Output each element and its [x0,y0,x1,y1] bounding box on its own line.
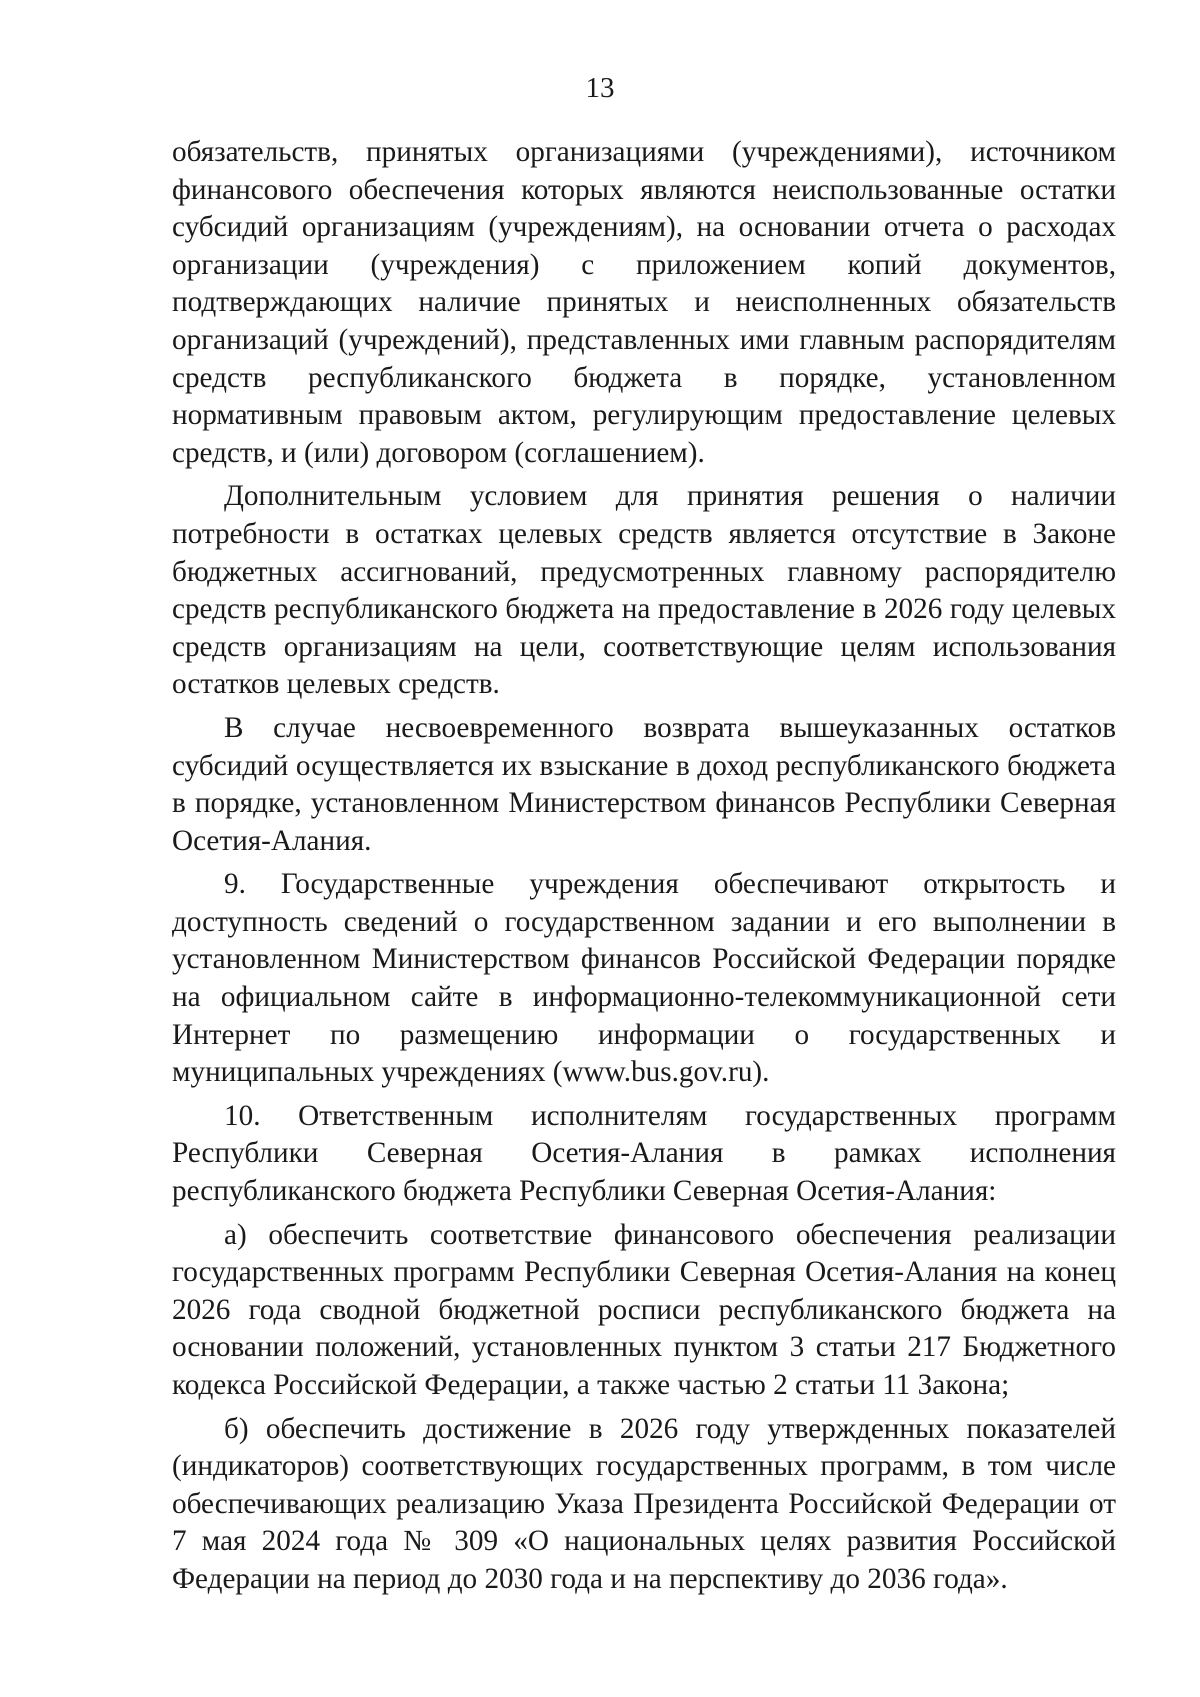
page-number: 13 [585,72,615,104]
paragraph-subitem-b: б) обеспечить достижение в 2026 году утвержденных показателей (индикаторов) соответствующих государственных программ, в том числе обеспечивающих реализацию Указа Президента Российской Федерации от 7 мая 2024 года № 309 «О национальных целях развития Российской Федерации на период до 2030 года и на перспективу до 2036 года». [172,1412,1116,1595]
paragraph-subitem-a: а) обеспечить соответствие финансового обеспечения реализации государственных программ Республики Северная Осетия-Алания на конец 2026 года сводной бюджетной росписи республиканского бюджета на основании положений, установленных пунктом 3 статьи 217 Бюджетного кодекса Российской Федерации, а также частью 2 статьи 11 Закона; [172,1218,1116,1401]
paragraph-untimely-return: В случае несвоевременного возврата вышеуказанных остатков субсидий осуществляется их взыскание в доход республиканского бюджета в порядке, установленном Министерством финансов Республики Северная Осетия-Алания. [172,711,1116,857]
paragraph-additional-condition: Дополнительным условием для принятия решения о наличии потребности в остатках целевых средств является отсутствие в Законе бюджетных ассигнований, предусмотренных главному распорядителю средств республиканского бюджета на предоставление в 2026 году целевых средств организациям на цели, соответствующие целям использования остатков целевых средств. [172,480,1116,701]
document-body [172,134,1116,1605]
paragraph-item-9: 9. Государственные учреждения обеспечивают открытость и доступность сведений о государственном задании и его выполнении в установленном Министерством финансов Российской Федерации порядке на официальном сайте в информационно-телекоммуникационной сети Интернет по размещению информации о государственных и муниципальных учреждениях (www.bus.gov.ru). [172,868,1116,1089]
paragraph-continuation: обязательств, принятых организациями (учреждениями), источником финансового обеспечения которых являются неиспользованные остатки субсидий организациям (учреждениям), на основании отчета о расходах организации (учреждения) с приложением копий документов, подтверждающих наличие принятых и неисполненных обязательств организаций (учреждений), представленных ими главным распорядителям средств республиканского бюджета в порядке, установленном нормативным правовым актом, регулирующим предоставление целевых средств, и (или) договором (соглашением). [172,136,1116,469]
paragraph-item-10: 10. Ответственным исполнителям государственных программ Республики Северная Осетия-Алания в рамках исполнения республиканского бюджета Республики Северная Осетия-Алания: [172,1099,1116,1208]
